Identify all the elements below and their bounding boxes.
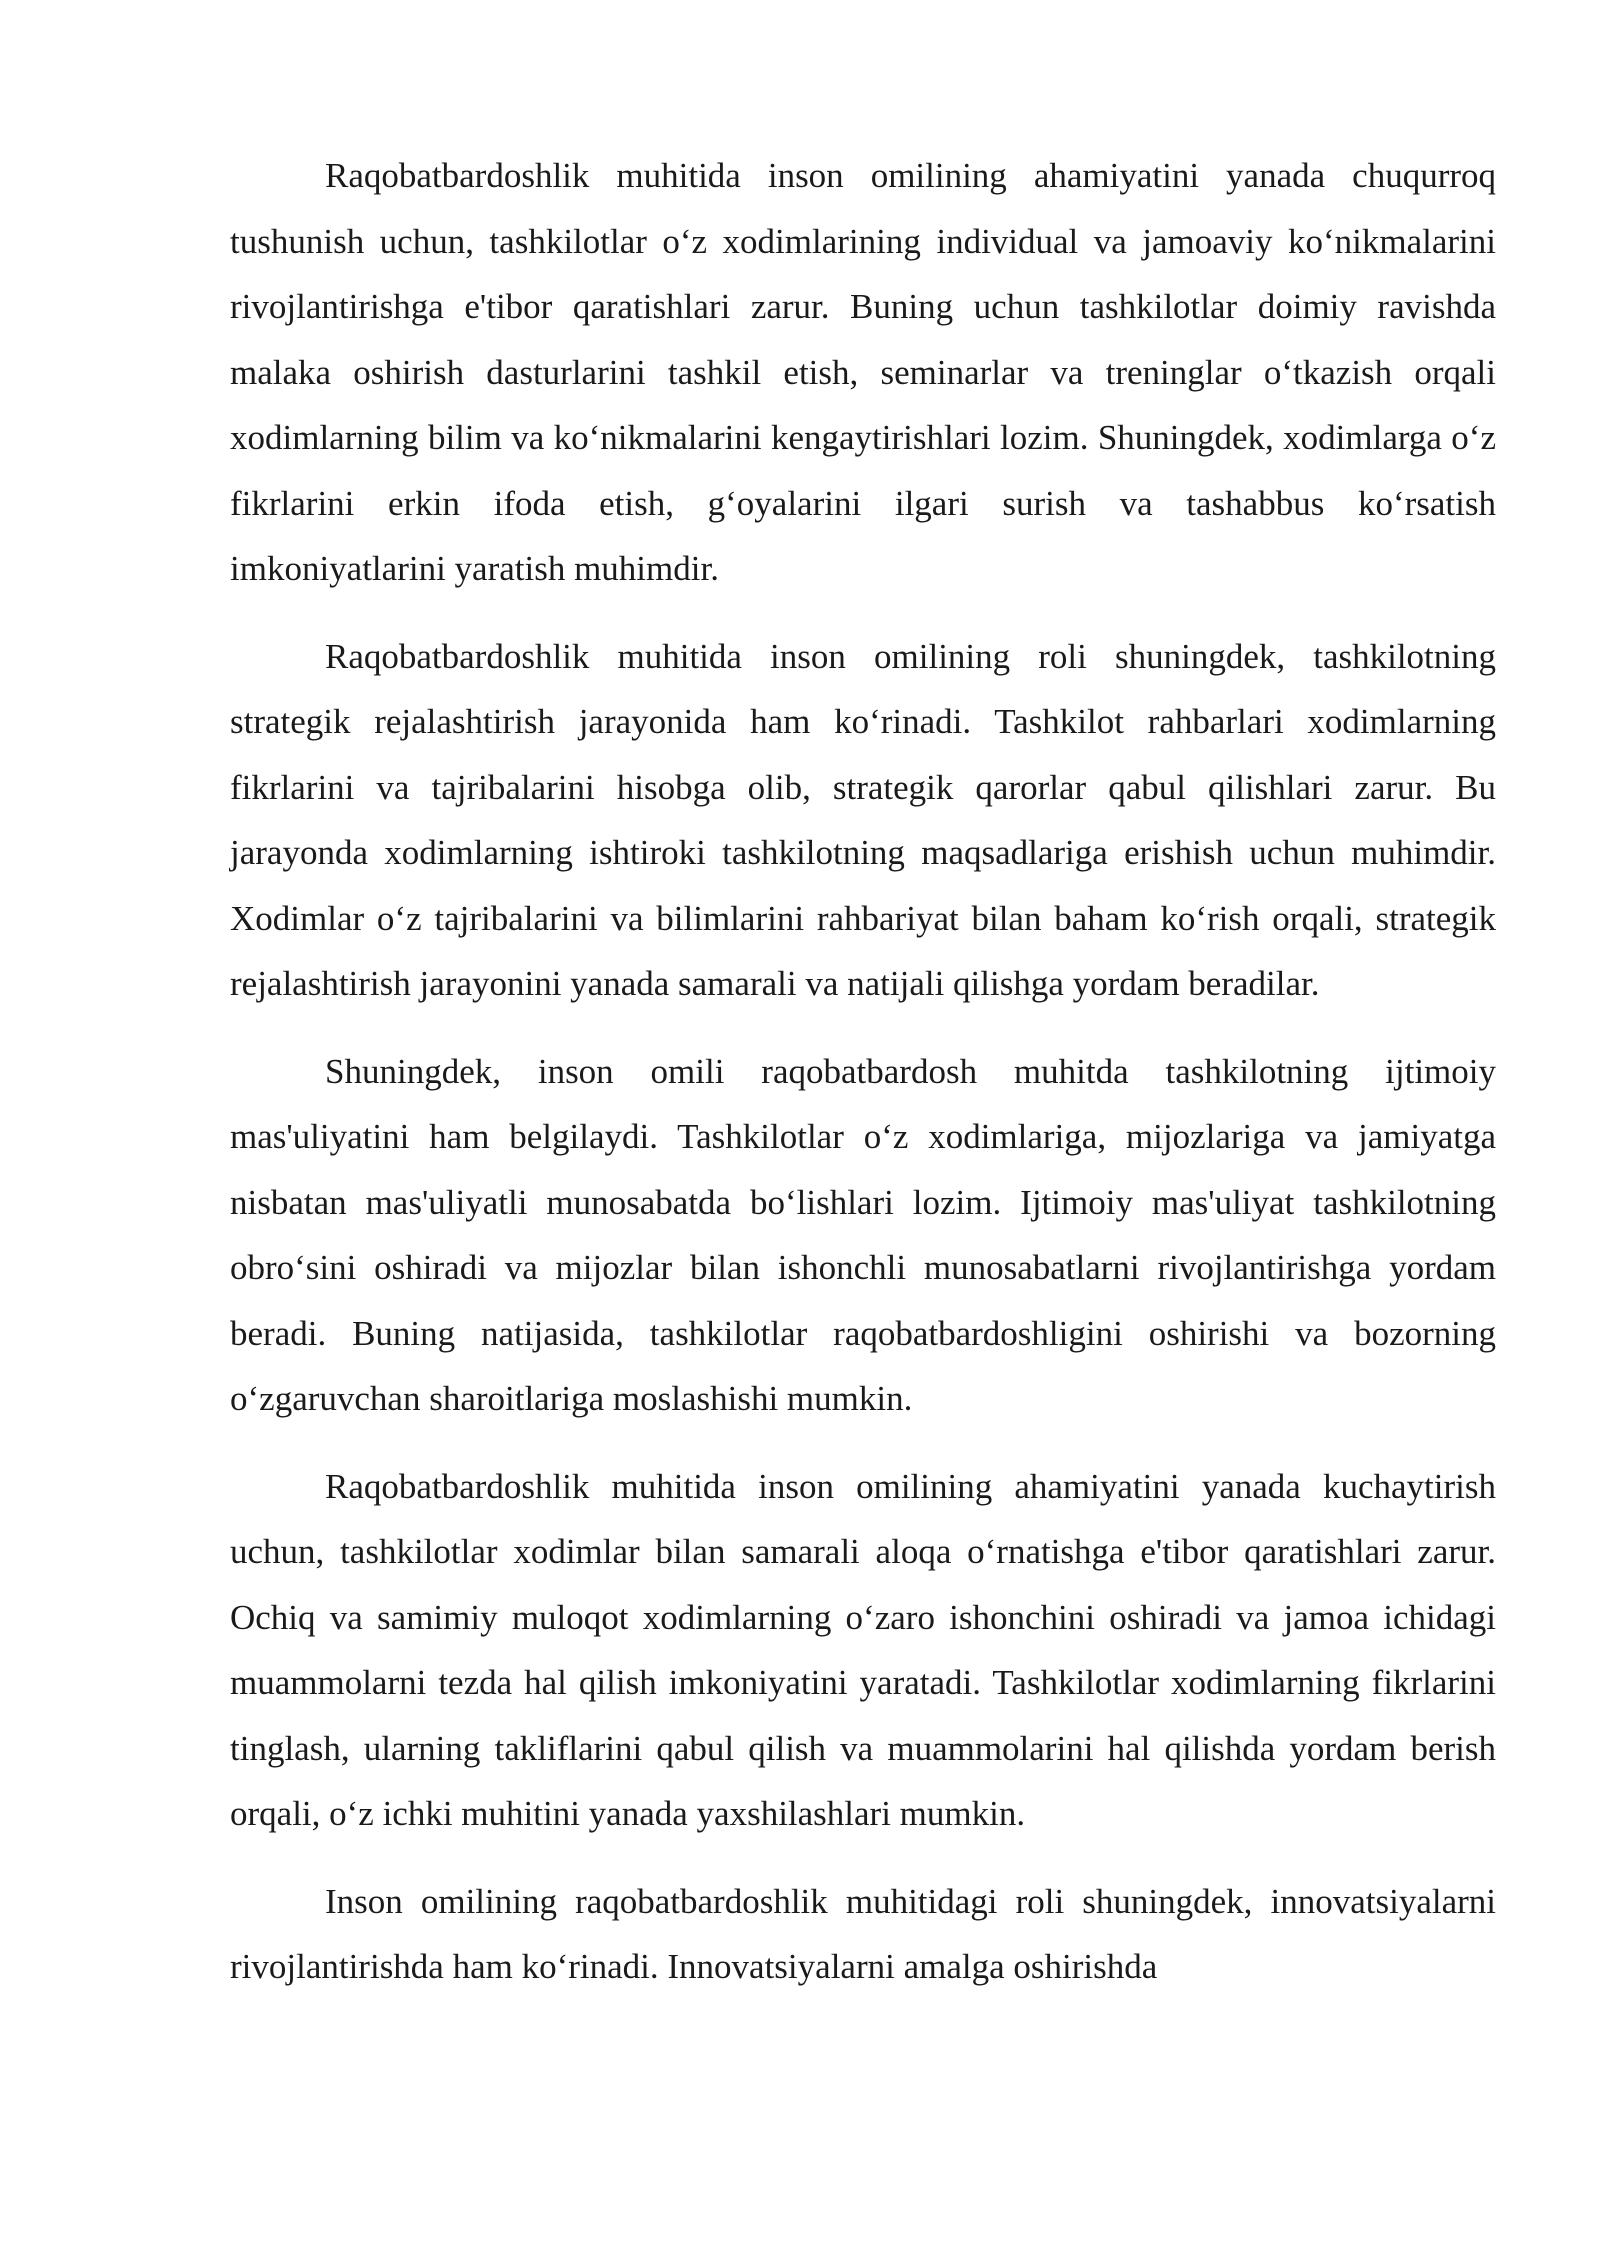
paragraph-4: Raqobatbardoshlik muhitida inson omilining ahamiyatini yanada kuchaytirish uchun, tashkilotlar xodimlar bilan samarali aloqa o‘rnatishga e'tibor qaratishlari zarur. Ochiq va samimiy muloqot xodimlarning o‘zaro ishonchini oshiradi va jamoa ichidagi muammolarni tezda hal qilish imkoniyatini yaratadi. Tashkilotlar xodimlarning fikrlarini tinglash, ularning takliflarini qabul qilish va muammolarini hal qilishda yordam berish orqali, o‘z ichki muhitini yanada yaxshilashlari mumkin. bbox=[230, 1466, 1496, 1833]
paragraph-2: Raqobatbardoshlik muhitida inson omilining roli shuningdek, tashkilotning strategik rejalashtirish jarayonida ham ko‘rinadi. Tashkilot rahbarlari xodimlarning fikrlarini va tajribalarini hisobga olib, strategik qarorlar qabul qilishlari zarur. Bu jarayonda xodimlarning ishtiroki tashkilotning maqsadlariga erishish uchun muhimdir. Xodimlar o‘z tajribalarini va bilimlarini rahbariyat bilan baham ko‘rish orqali, strategik rejalashtirish jarayonini yanada samarali va natijali qilishga yordam beradilar. bbox=[230, 636, 1496, 1003]
paragraph-5: Inson omilining raqobatbardoshlik muhitidagi roli shuningdek, innovatsiyalarni rivojlantirishda ham ko‘rinadi. Innovatsiyalarni amalga oshirishda bbox=[230, 1881, 1496, 1986]
paragraph-3: Shuningdek, inson omili raqobatbardosh muhitda tashkilotning ijtimoiy mas'uliyatini ham belgilaydi. Tashkilotlar o‘z xodimlariga, mijozlariga va jamiyatga nisbatan mas'uliyatli munosabatda bo‘lishlari lozim. Ijtimoiy mas'uliyat tashkilotning obro‘sini oshiradi va mijozlar bilan ishonchli munosabatlarni rivojlantirishga yordam beradi. Buning natijasida, tashkilotlar raqobatbardoshligini oshirishi va bozorning o‘zgaruvchan sharoitlariga moslashishi mumkin. bbox=[230, 1051, 1496, 1418]
paragraph-1: Raqobatbardoshlik muhitida inson omilining ahamiyatini yanada chuqurroq tushunish uchun, tashkilotlar o‘z xodimlarining individual va jamoaviy ko‘nikmalarini rivojlantirishga e'tibor qaratishlari zarur. Buning uchun tashkilotlar doimiy ravishda malaka oshirish dasturlarini tashkil etish, seminarlar va treninglar o‘tkazish orqali xodimlarning bilim va ko‘nikmalarini kengaytirishlari lozim. Shuningdek, xodimlarga o‘z fikrlarini erkin ifoda etish, g‘oyalarini ilgari surish va tashabbus ko‘rsatish imkoniyatlarini yaratish muhimdir. bbox=[230, 156, 1496, 588]
document-page bbox=[230, 143, 1496, 2022]
